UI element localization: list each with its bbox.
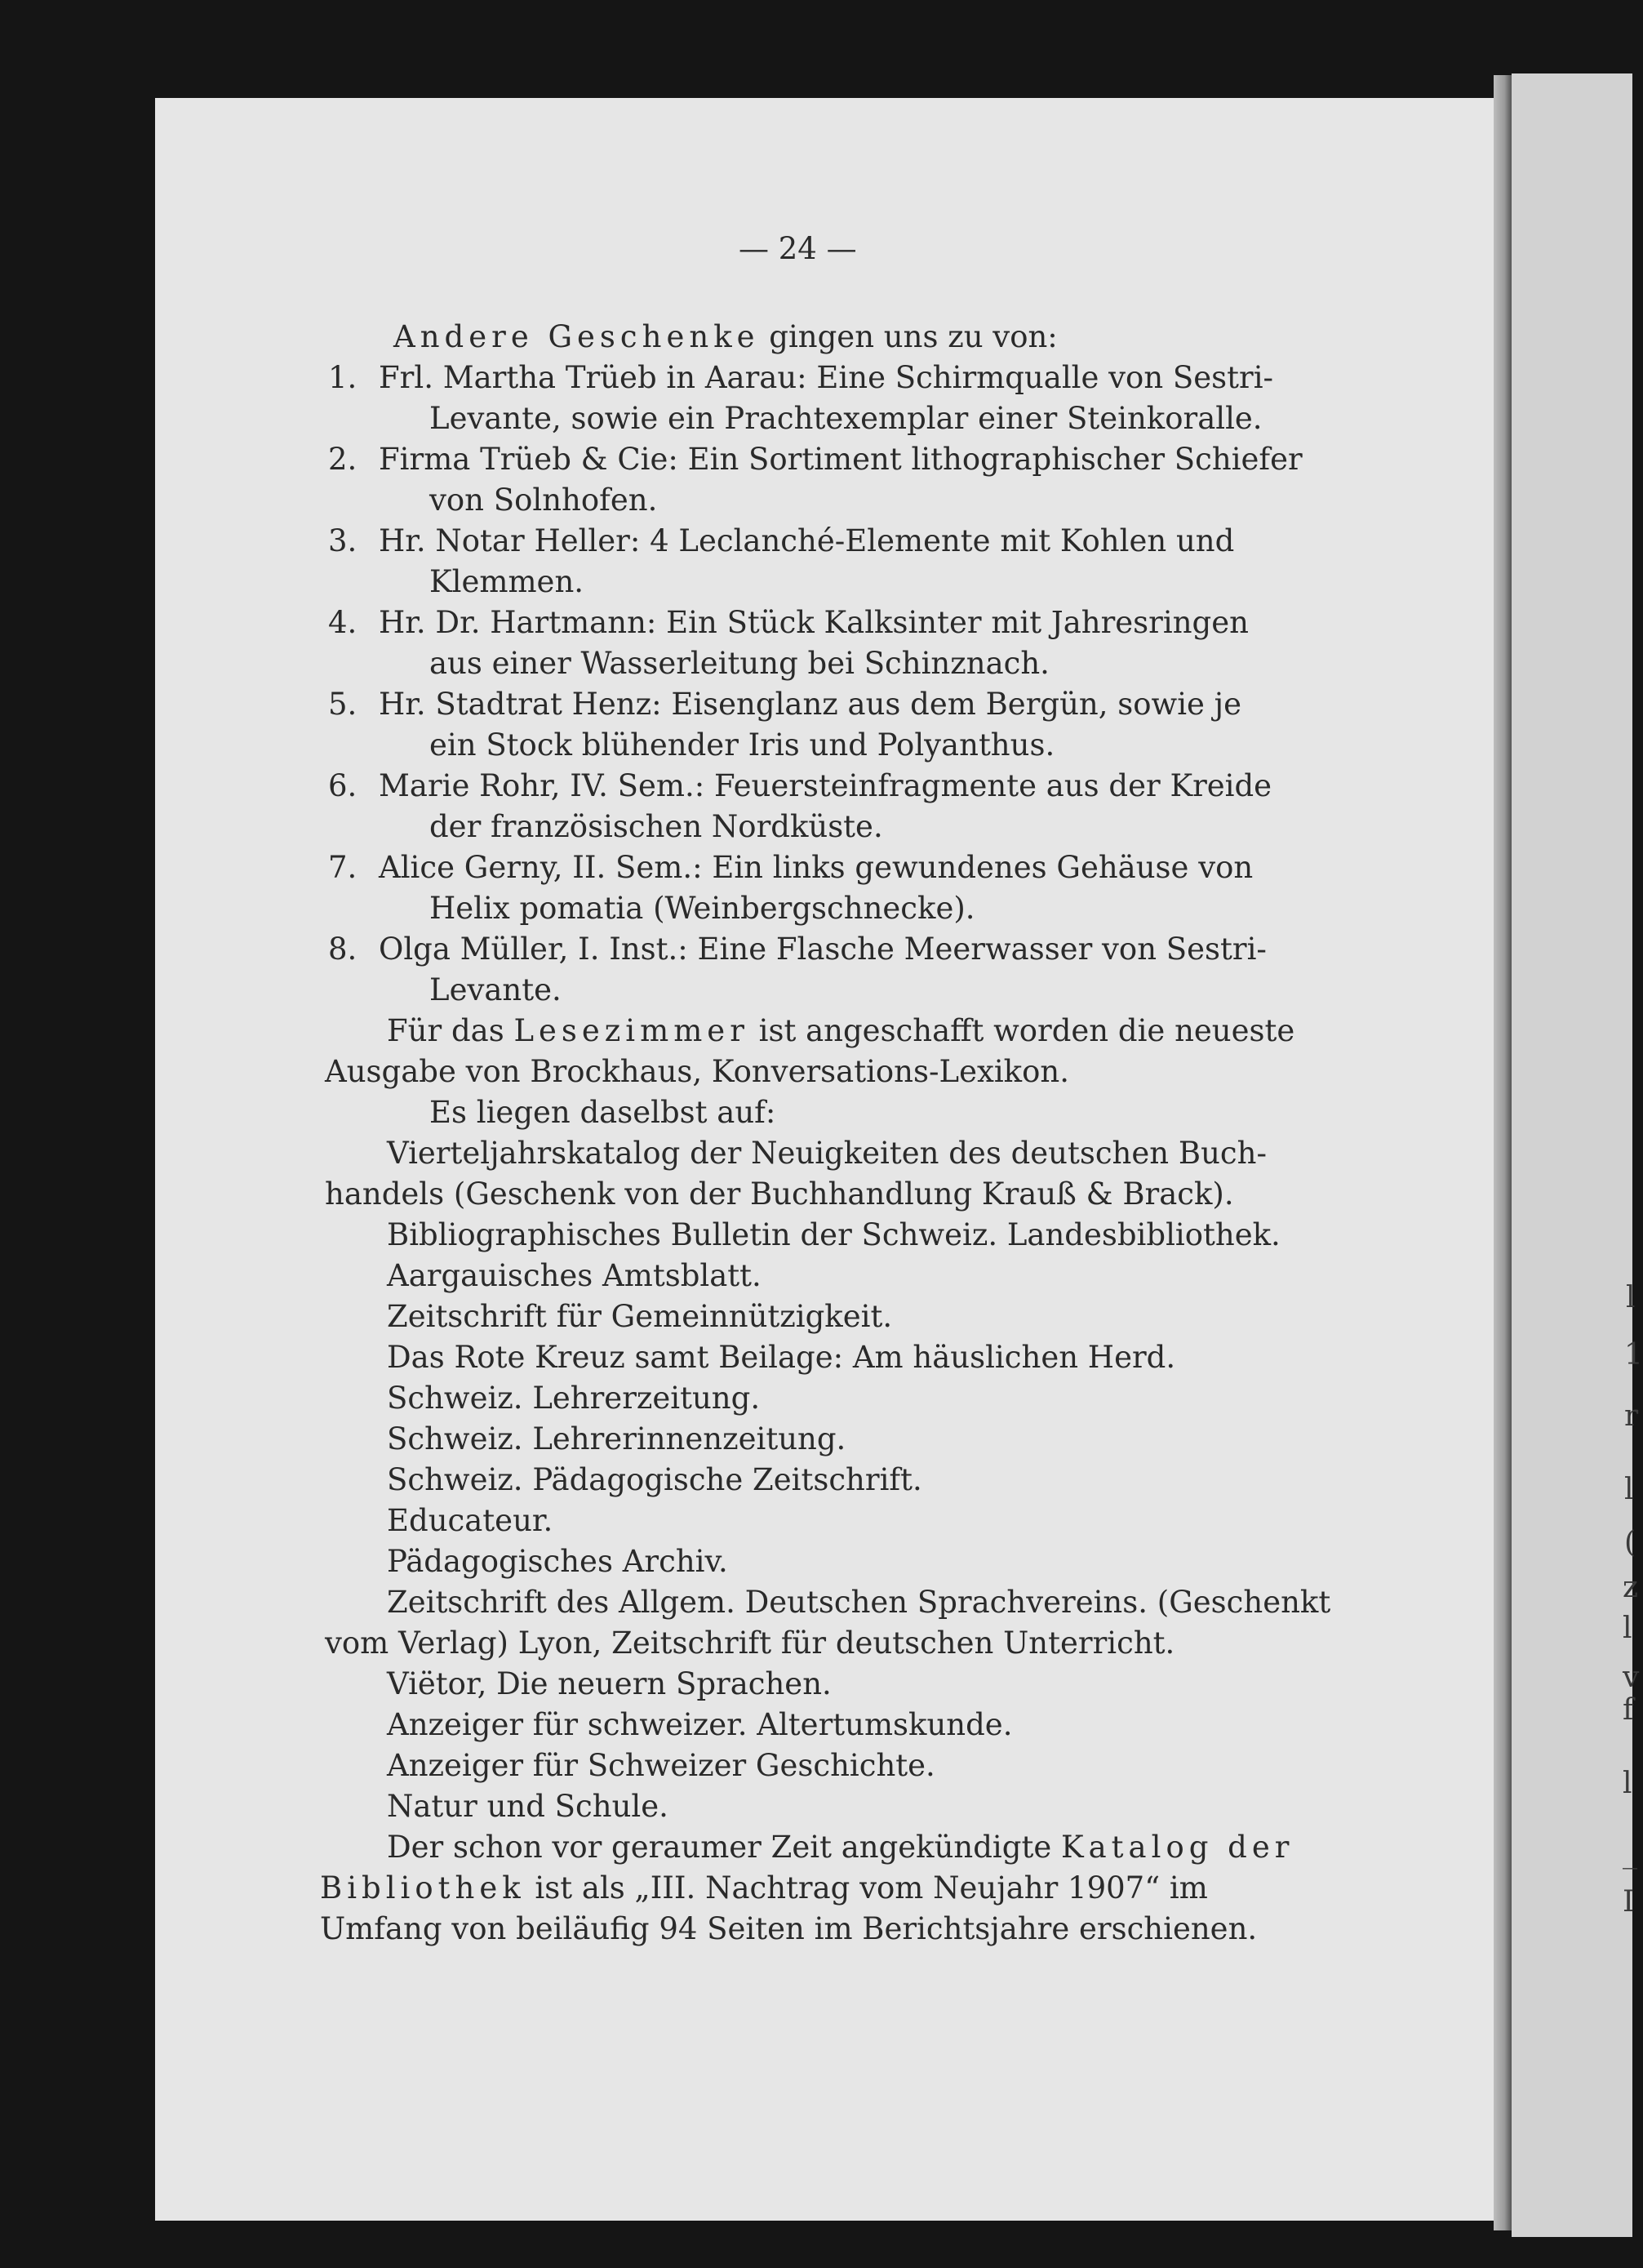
gift-line: Frl. Martha Trüeb in Aarau: Eine Schirmqualle von Sestri-: [379, 360, 1274, 395]
gift-line: Levante, sowie ein Prachtexemplar einer Steinkoralle.: [429, 401, 1263, 436]
gift-number: 7.: [328, 850, 357, 885]
edge-letter: l: [1626, 1281, 1636, 1314]
adjacent-page: [1512, 73, 1635, 2237]
edge-letter: l: [1624, 1473, 1634, 1506]
gift-line: ein Stock blühender Iris und Polyanthus.: [429, 727, 1055, 763]
gifts-intro-spaced: Andere Geschenke: [393, 319, 760, 354]
edge-letter: _: [1623, 1836, 1637, 1870]
periodical-line: Educateur.: [387, 1503, 553, 1538]
gift-number: 5.: [328, 687, 357, 722]
gift-number: 2.: [328, 442, 357, 477]
es-liegen-line: Es liegen daselbst auf:: [429, 1095, 776, 1130]
gifts-intro: [393, 318, 1058, 356]
katalog-line-1-pre: Der schon vor geraumer Zeit angekündigte: [387, 1830, 1061, 1865]
gift-line: der französischen Nordküste.: [429, 809, 883, 844]
gift-number: 8.: [328, 932, 357, 967]
gift-line: aus einer Wasserleitung bei Schinznach.: [429, 646, 1050, 681]
periodical-line: Vierteljahrskatalog der Neuigkeiten des deutschen Buch-: [387, 1136, 1267, 1171]
gift-line: Helix pomatia (Weinbergschnecke).: [429, 891, 975, 926]
edge-letter: (: [1624, 1526, 1636, 1559]
page-gutter: [1494, 75, 1512, 2230]
gift-line: Olga Müller, I. Inst.: Eine Flasche Meerwasser von Sestri-: [379, 932, 1267, 967]
periodical-line: Schweiz. Lehrerzeitung.: [387, 1381, 761, 1416]
periodical-line: Natur und Schule.: [387, 1789, 668, 1824]
katalog-line-1: [387, 1829, 1294, 1866]
periodical-line: Anzeiger für schweizer. Altertumskunde.: [387, 1707, 1013, 1742]
gift-line: Firma Trüeb & Cie: Ein Sortiment lithographischer Schiefer: [379, 442, 1303, 477]
gift-line: Hr. Dr. Hartmann: Ein Stück Kalksinter mit Jahresringen: [379, 605, 1249, 640]
gift-line: von Solnhofen.: [429, 483, 658, 518]
gifts-intro-rest: gingen uns zu von:: [759, 319, 1058, 354]
lesezimmer-pre: Für das: [387, 1013, 514, 1048]
gift-number: 6.: [328, 768, 357, 803]
page-number: — 24 —: [739, 231, 857, 266]
periodical-line: Das Rote Kreuz samt Beilage: Am häuslichen Herd.: [387, 1340, 1176, 1375]
edge-letter: v: [1623, 1661, 1640, 1694]
gift-line: Hr. Notar Heller: 4 Leclanché-Elemente mit Kohlen und: [379, 523, 1235, 558]
gift-number: 1.: [328, 360, 357, 395]
bibliothek-spaced: Bibliothek: [320, 1870, 526, 1906]
periodical-line: Anzeiger für Schweizer Geschichte.: [387, 1748, 935, 1783]
periodical-line: handels (Geschenk von der Buchhandlung Krauß & Brack).: [325, 1176, 1234, 1212]
gift-line: Alice Gerny, II. Sem.: Ein links gewundenes Gehäuse von: [379, 850, 1254, 885]
edge-letter: l: [1623, 1612, 1632, 1645]
lesezimmer-line: [387, 1012, 1294, 1050]
edge-letter: z: [1623, 1571, 1638, 1604]
periodical-line: Pädagogisches Archiv.: [387, 1544, 728, 1579]
lesezimmer-spaced: Lesezimmer: [513, 1013, 749, 1048]
katalog-line-2-post: ist als „III. Nachtrag vom Neujahr 1907“ im: [525, 1870, 1208, 1906]
edge-letter: l: [1623, 1767, 1632, 1800]
katalog-spaced: Katalog der: [1060, 1830, 1294, 1865]
gift-line: Levante.: [429, 972, 562, 1007]
edge-letter: 1: [1624, 1338, 1643, 1372]
periodical-line: Viëtor, Die neuern Sprachen.: [387, 1666, 832, 1701]
periodical-line: Zeitschrift für Gemeinnützigkeit.: [387, 1299, 893, 1334]
edge-letter: r: [1624, 1399, 1639, 1433]
lesezimmer-line-2: Ausgabe von Brockhaus, Konversations-Lexikon.: [325, 1054, 1069, 1089]
katalog-line-3: Umfang von beiläufig 94 Seiten im Berichtsjahre erschienen.: [320, 1911, 1258, 1946]
gift-number: 4.: [328, 605, 357, 640]
katalog-line-2: [320, 1870, 1208, 1907]
periodical-line: Schweiz. Pädagogische Zeitschrift.: [387, 1462, 922, 1497]
gift-line: Marie Rohr, IV. Sem.: Feuersteinfragmente aus der Kreide: [379, 768, 1272, 803]
periodical-line: Zeitschrift des Allgem. Deutschen Sprachvereins. (Geschenkt: [387, 1585, 1331, 1620]
gift-number: 3.: [328, 523, 357, 558]
lesezimmer-post: ist angeschafft worden die neueste: [748, 1013, 1295, 1048]
gift-line: Klemmen.: [429, 564, 584, 599]
periodical-line: Schweiz. Lehrerinnenzeitung.: [387, 1421, 846, 1456]
edge-letter: f: [1623, 1693, 1634, 1727]
periodical-line: Bibliographisches Bulletin der Schweiz. Landesbibliothek.: [387, 1217, 1281, 1252]
periodical-line: vom Verlag) Lyon, Zeitschrift für deutschen Unterricht.: [325, 1625, 1175, 1661]
gift-line: Hr. Stadtrat Henz: Eisenglanz aus dem Bergün, sowie je: [379, 687, 1242, 722]
periodical-line: Aargauisches Amtsblatt.: [387, 1258, 762, 1293]
edge-letter: I: [1623, 1885, 1635, 1919]
